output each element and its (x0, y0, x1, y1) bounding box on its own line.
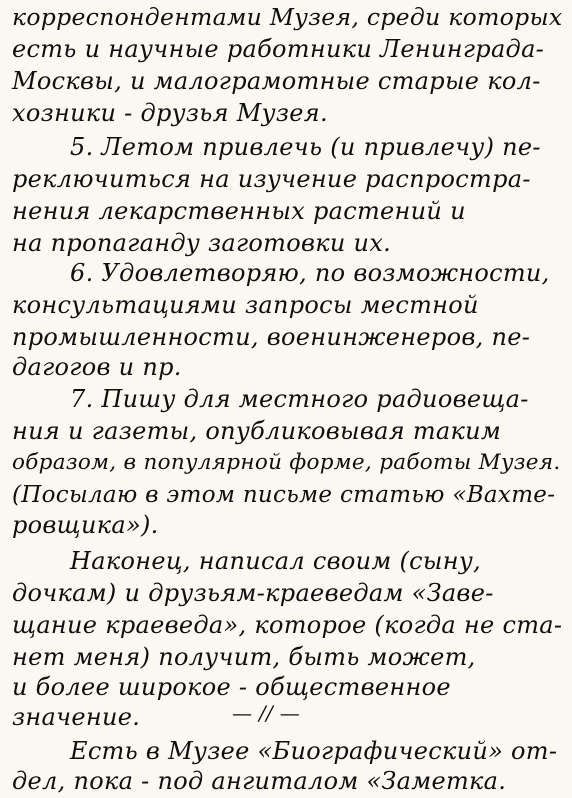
text-line: реключиться на изучение распростра- (12, 165, 531, 193)
text-line: консультациями запросы местной (12, 291, 479, 319)
text-line: (Посылаю в этом письме статью «Вахте- (12, 482, 556, 508)
text-line: корреспондентами Музея, среди которых (12, 3, 563, 31)
text-line: есть и научные работники Ленинграда- (12, 35, 545, 63)
text-line: ния и газеты, опубликовывая таким (12, 417, 502, 445)
text-line: нения лекарственных растений и (12, 197, 466, 225)
text-line: щание краеведа», которое (когда не ста- (12, 611, 563, 639)
text-line: промышленности, военинженеров, пе- (12, 323, 531, 351)
text-line: дочкам) и друзьям-краеведам «Заве- (12, 579, 494, 607)
text-line: 6. Удовлетворяю, по возможности, (70, 259, 550, 287)
text-line: образом, в популярной форме, работы Музея. (12, 450, 561, 475)
text-line: Есть в Музее «Биографический» от- (70, 737, 558, 765)
text-line: на пропаганду заготовки их. (12, 229, 392, 257)
text-line: и более широкое - общественное (12, 673, 451, 701)
text-line: дел, пока - под ангиталом «Заметка. (12, 767, 507, 795)
text-line: 5. Летом привлечь (и привлечу) пе- (70, 133, 541, 161)
text-line: нет меня) получит, быть может, (12, 643, 476, 671)
text-line: Москвы, и малограмотные старые кол- (12, 67, 541, 95)
text-line: хозники - друзья Музея. (12, 99, 328, 127)
text-line: ровщика»). (12, 511, 159, 539)
text-line: Наконец, написал своим (сыну, (70, 547, 481, 575)
text-line: значение. (12, 703, 141, 731)
section-divider: — // — (232, 701, 300, 725)
text-line: дагогов и пр. (12, 353, 182, 381)
text-line: 7. Пишу для местного радиовеща- (70, 385, 529, 413)
